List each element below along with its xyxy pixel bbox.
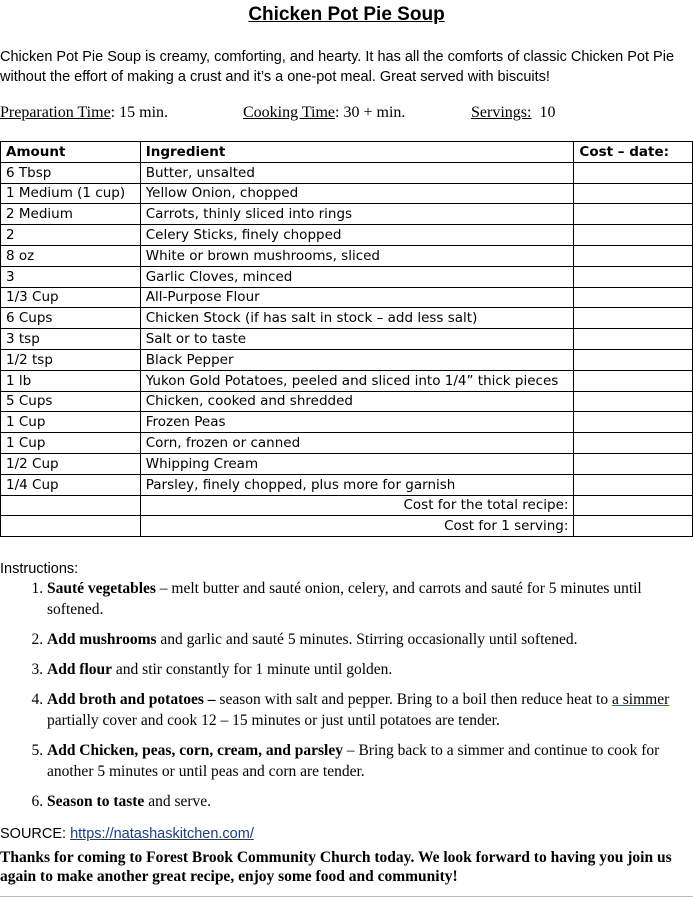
ingredient-cell: Corn, frozen or canned [140,433,574,454]
ingredients-table [0,141,693,537]
table-row [1,349,693,370]
ingredient-cell: Parsley, finely chopped, plus more for garnish [140,474,574,495]
amount-cell: 3 [1,266,141,287]
cost-cell [574,225,693,246]
ingredient-cell: Yukon Gold Potatoes, peeled and sliced into 1/4” thick pieces [140,370,574,391]
amount-cell: 3 tsp [1,329,141,350]
servings [471,104,555,122]
source-line [0,826,254,842]
amount-cell: 1/2 tsp [1,349,141,370]
intro-paragraph: Chicken Pot Pie Soup is creamy, comforting, and hearty. It has all the comforts of classic Chicken Pot Pie without the effort of making a crust and it’s a one-pot meal. Great served with biscuits! [0,49,675,85]
instruction-step [47,740,693,782]
step-text: – melt butter and sauté onion, celery, and carrots and sauté for 5 minutes until softened. [47,580,642,618]
cook-time [243,104,405,122]
ingredient-cell: Chicken Stock (if has salt in stock – add less salt) [140,308,574,329]
table-row [1,162,693,183]
amount-cell: 1 Cup [1,433,141,454]
step-text: – Bring back to a simmer and continue to cook for another 5 minutes or until peas and corn are tender. [47,742,660,780]
amount-cell: 1/2 Cup [1,453,141,474]
cost-cell [574,183,693,204]
amount-cell: 1 Cup [1,412,141,433]
ingredient-cell: All-Purpose Flour [140,287,574,308]
table-row [1,287,693,308]
table-row [1,266,693,287]
cost-cell [574,308,693,329]
cost-cell [574,329,693,350]
prep-time-value: : 15 min. [110,104,169,121]
ingredient-cell: Carrots, thinly sliced into rings [140,204,574,225]
table-header-row [1,142,693,163]
ingredient-cell: Yellow Onion, chopped [140,183,574,204]
source-label: SOURCE: [0,826,71,842]
prep-time-label: Preparation Time [0,104,111,121]
cost-cell [574,370,693,391]
table-row [1,225,693,246]
table-row [1,204,693,225]
step-text: and stir constantly for 1 minute until golden. [112,661,393,678]
table-row [1,183,693,204]
cook-time-label: Cooking Time [243,104,336,121]
amount-cell: 2 [1,225,141,246]
step-text: and garlic and sauté 5 minutes. Stirring occasionally until softened. [156,631,578,648]
bottom-divider [0,896,693,897]
cost-cell [574,245,693,266]
amount-cell: 1/3 Cup [1,287,141,308]
page-title: Chicken Pot Pie Soup [248,4,445,25]
cost-cell [574,391,693,412]
ingredient-cell: Butter, unsalted [140,162,574,183]
table-row [1,453,693,474]
total-cost-row [1,495,693,516]
serving-cost-value [574,516,693,537]
amount-cell: 6 Tbsp [1,162,141,183]
ingredient-cell: Frozen Peas [140,412,574,433]
servings-value: 10 [539,104,556,121]
amount-cell: 1/4 Cup [1,474,141,495]
serving-cost-row [1,516,693,537]
cost-cell [574,204,693,225]
header-ingredient: Ingredient [140,142,574,163]
total-cost-value [574,495,693,516]
cost-cell [574,433,693,454]
cook-time-value: : 30 + min. [335,104,406,121]
header-cost-date: Cost – date: [574,142,693,163]
instructions-heading: Instructions: [0,561,79,577]
serving-cost-label: Cost for 1 serving: [140,516,574,537]
table-row [1,308,693,329]
cost-cell [574,162,693,183]
table-row [1,433,693,454]
cost-cell [574,349,693,370]
table-row [1,370,693,391]
ingredient-cell: Celery Sticks, finely chopped [140,225,574,246]
step-title: Add mushrooms [47,631,157,648]
servings-label: Servings: [471,104,532,121]
ingredient-cell: Chicken, cooked and shredded [140,391,574,412]
prep-time [0,104,168,122]
cost-cell [574,412,693,433]
cost-cell [574,474,693,495]
step-title: Season to taste [47,793,145,810]
instruction-step [47,791,693,812]
header-amount: Amount [1,142,141,163]
ingredient-cell: Garlic Cloves, minced [140,266,574,287]
source-link[interactable]: https://natashaskitchen.com/ [70,826,254,842]
cost-cell [574,266,693,287]
table-row [1,329,693,350]
step-title: Add Chicken, peas, corn, cream, and parsley [47,742,343,759]
step-title: Sauté vegetables [47,580,156,597]
step-title: Add broth and potatoes – [47,691,216,708]
ingredient-cell: Black Pepper [140,349,574,370]
amount-cell: 1 lb [1,370,141,391]
cost-cell [574,287,693,308]
ingredient-cell: Whipping Cream [140,453,574,474]
step-text: and serve. [144,793,212,810]
instructions-list [0,578,693,821]
table-row [1,391,693,412]
amount-cell: 8 oz [1,245,141,266]
instruction-step [47,578,693,620]
step-text: season with salt and pepper. Bring to a boil then reduce heat to [215,691,612,708]
instruction-step [47,689,693,731]
table-row [1,474,693,495]
amount-cell: 2 Medium [1,204,141,225]
table-row [1,245,693,266]
step-link[interactable]: a simmer [612,691,670,708]
amount-cell: 1 Medium (1 cup) [1,183,141,204]
thanks-message: Thanks for coming to Forest Brook Community Church today. We look forward to having you join us again to make another great recipe, enjoy some food and community! [0,849,672,885]
cost-cell [574,453,693,474]
table-row [1,412,693,433]
amount-cell: 5 Cups [1,391,141,412]
ingredient-cell: Salt or to taste [140,329,574,350]
instruction-step [47,629,693,650]
step-title: Add flour [47,661,113,678]
total-cost-label: Cost for the total recipe: [140,495,574,516]
step-text-continued: partially cover and cook 12 – 15 minutes or just until potatoes are tender. [47,712,500,729]
total-cost-empty [1,495,141,516]
amount-cell: 6 Cups [1,308,141,329]
serving-cost-empty [1,516,141,537]
ingredient-cell: White or brown mushrooms, sliced [140,245,574,266]
instruction-step [47,659,693,680]
